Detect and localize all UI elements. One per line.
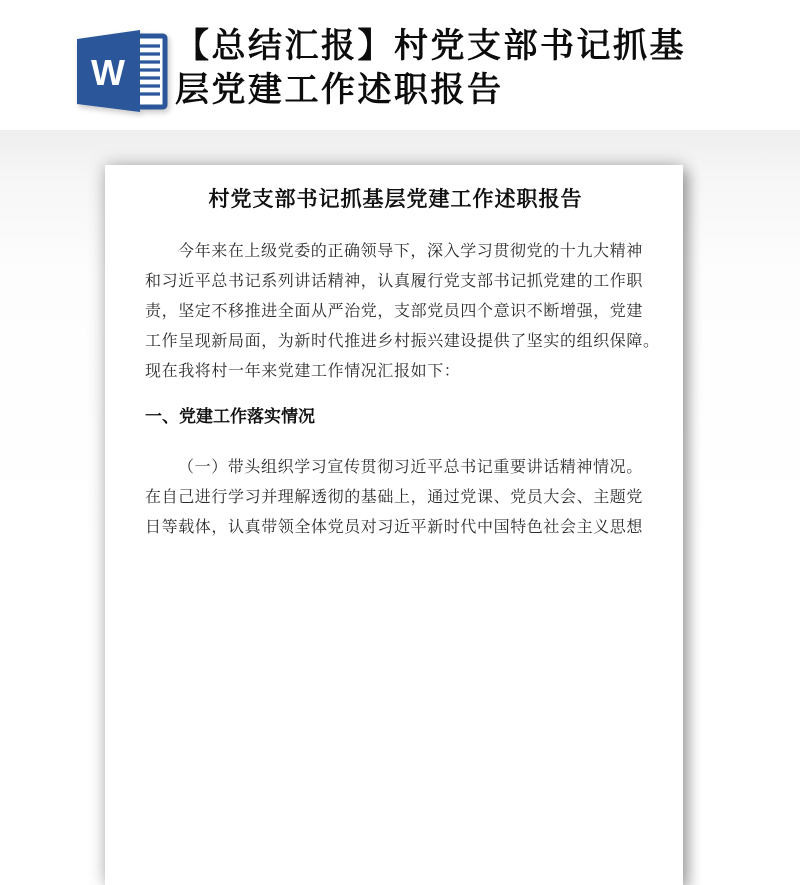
paragraph-2-line: 在自己进行学习并理解透彻的基础上，通过党课、党员大会、主题党: [145, 489, 644, 506]
document-preview-area[interactable]: [0, 130, 800, 536]
file-title-line1: 【总结汇报】村党支部书记抓基: [175, 27, 686, 65]
word-file-icon: [74, 28, 170, 114]
paragraph-1-line: 现在我将村一年来党建工作情况汇报如下：: [145, 363, 461, 380]
file-title: [175, 24, 755, 112]
paragraph-1: [145, 237, 660, 387]
paragraph-1-line: 责，坚定不移推进全面从严治党，支部党员四个意识不断增强，党建: [145, 303, 644, 320]
paragraph-1-line: 今年来在上级党委的正确领导下，深入学习贯彻党的十九大精神: [178, 243, 643, 260]
document-page: [105, 165, 683, 885]
document-title: 村党支部书记抓基层党建工作述职报告: [208, 187, 583, 211]
file-title-line2: 层党建工作述职报告: [175, 71, 504, 109]
paragraph-2: [145, 453, 646, 543]
section-heading: 一、党建工作落实情况: [145, 407, 315, 426]
paragraph-1-line: 工作呈现新局面，为新时代推进乡村振兴建设提供了坚实的组织保障。: [145, 333, 660, 350]
page-header: [0, 0, 800, 130]
paragraph-1-line: 和习近平总书记系列讲话精神，认真履行党支部书记抓党建的工作职: [145, 273, 644, 290]
paragraph-2-line: （一）带头组织学习宣传贯彻习近平总书记重要讲话精神情况。: [178, 459, 643, 476]
word-icon-letter: W: [91, 52, 125, 93]
paragraph-2-line: 日等载体，认真带领全体党员对习近平新时代中国特色社会主义思想: [145, 519, 644, 536]
